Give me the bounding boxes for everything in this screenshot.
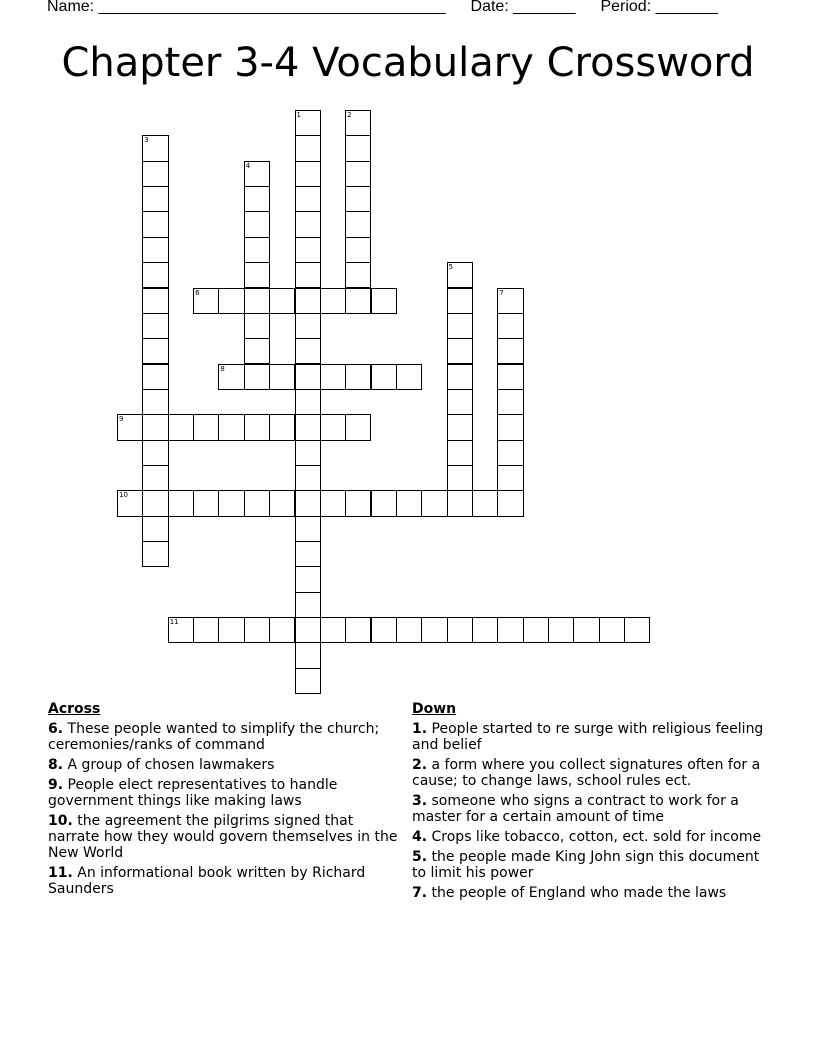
crossword-cell[interactable] xyxy=(295,186,321,212)
crossword-cell[interactable] xyxy=(142,389,168,415)
crossword-cell[interactable] xyxy=(421,617,447,643)
crossword-cell[interactable] xyxy=(142,186,168,212)
clue-number-label: 9. xyxy=(48,777,64,793)
clue-text: the people of England who made the laws xyxy=(427,885,727,901)
crossword-cell[interactable] xyxy=(295,110,321,136)
crossword-cell[interactable] xyxy=(295,490,321,516)
clue-number-label: 4. xyxy=(412,829,428,845)
clue-number-label: 10. xyxy=(48,813,73,829)
down-clue xyxy=(412,829,764,845)
crossword-cell[interactable] xyxy=(218,414,244,440)
crossword-cell[interactable] xyxy=(244,617,270,643)
crossword-cell[interactable] xyxy=(269,414,295,440)
crossword-cell[interactable] xyxy=(345,110,371,136)
crossword-cell[interactable] xyxy=(269,364,295,390)
crossword-cell[interactable] xyxy=(345,288,371,314)
clue-number-label: 1. xyxy=(412,721,428,737)
clue-text: a form where you collect signatures often for a cause; to change laws, school rules ect. xyxy=(412,757,761,789)
crossword-cell[interactable] xyxy=(497,440,523,466)
crossword-cell[interactable] xyxy=(497,313,523,339)
crossword-cell[interactable] xyxy=(117,414,143,440)
across-clues xyxy=(48,701,400,901)
crossword-cell[interactable] xyxy=(345,617,371,643)
name-blank[interactable]: _______________________________________ xyxy=(98,0,446,15)
crossword-cell[interactable] xyxy=(320,617,346,643)
clue-number-label: 5. xyxy=(412,849,428,865)
crossword-cell[interactable] xyxy=(497,617,523,643)
crossword-cell[interactable] xyxy=(244,237,270,263)
clue-text: People elect representatives to handle government things like making laws xyxy=(48,777,338,809)
crossword-cell[interactable] xyxy=(244,186,270,212)
crossword-cell[interactable] xyxy=(345,364,371,390)
crossword-cell[interactable] xyxy=(142,161,168,187)
crossword-cell[interactable] xyxy=(396,490,422,516)
crossword-cell[interactable] xyxy=(447,465,473,491)
clue-number: 9 xyxy=(119,415,124,424)
clue-number: 11 xyxy=(169,618,179,626)
across-clue xyxy=(48,777,400,809)
crossword-cell[interactable] xyxy=(193,490,219,516)
crossword-cell[interactable] xyxy=(244,313,270,339)
clue-number-label: 11. xyxy=(48,865,73,881)
crossword-cell[interactable] xyxy=(244,414,270,440)
crossword-cell[interactable] xyxy=(447,313,473,339)
crossword-cell[interactable] xyxy=(295,642,321,668)
clue-number: 1 xyxy=(296,111,301,119)
crossword-cell[interactable] xyxy=(497,414,523,440)
crossword-cell[interactable] xyxy=(295,313,321,339)
crossword-cell[interactable] xyxy=(193,288,219,314)
crossword-cell[interactable] xyxy=(295,516,321,542)
clue-text: An informational book written by Richard Saunders xyxy=(48,865,366,897)
crossword-cell[interactable] xyxy=(218,490,244,516)
crossword-cell[interactable] xyxy=(295,592,321,618)
crossword-cell[interactable] xyxy=(472,490,498,516)
crossword-cell[interactable] xyxy=(244,288,270,314)
crossword-cell[interactable] xyxy=(295,440,321,466)
crossword-cell[interactable] xyxy=(269,617,295,643)
down-clue xyxy=(412,757,764,789)
crossword-cell[interactable] xyxy=(168,414,194,440)
crossword-cell[interactable] xyxy=(218,364,244,390)
crossword-cell[interactable] xyxy=(371,364,397,390)
crossword-cell[interactable] xyxy=(320,364,346,390)
clue-number: 10 xyxy=(119,491,128,500)
clue-number: 2 xyxy=(347,111,352,119)
crossword-cell[interactable] xyxy=(320,288,346,314)
crossword-cell[interactable] xyxy=(345,237,371,263)
crossword-cell[interactable] xyxy=(447,364,473,390)
down-clue xyxy=(412,849,764,881)
crossword-cell[interactable] xyxy=(497,364,523,390)
crossword-cell[interactable] xyxy=(421,490,447,516)
clue-text: These people wanted to simplify the church; ceremonies/ranks of command xyxy=(48,721,380,753)
crossword-cell[interactable] xyxy=(295,262,321,288)
crossword-cell[interactable] xyxy=(573,617,599,643)
crossword-cell[interactable] xyxy=(142,440,168,466)
crossword-cell[interactable] xyxy=(117,490,143,516)
crossword-cell[interactable] xyxy=(472,617,498,643)
crossword-cell[interactable] xyxy=(244,490,270,516)
clue-number: 3 xyxy=(144,136,149,145)
crossword-cell[interactable] xyxy=(447,338,473,364)
crossword-cell[interactable] xyxy=(447,288,473,314)
crossword-cell[interactable] xyxy=(345,262,371,288)
crossword-cell[interactable] xyxy=(142,364,168,390)
clue-number-label: 7. xyxy=(412,885,428,901)
across-heading: Across xyxy=(48,701,101,717)
clue-text: Crops like tobacco, cotton, ect. sold for income xyxy=(427,829,762,845)
crossword-cell[interactable] xyxy=(295,338,321,364)
crossword-cell[interactable] xyxy=(295,541,321,567)
crossword-cell[interactable] xyxy=(523,617,549,643)
crossword-cell[interactable] xyxy=(447,617,473,643)
crossword-cell[interactable] xyxy=(599,617,625,643)
clue-number-label: 3. xyxy=(412,793,428,809)
crossword-cell[interactable] xyxy=(295,237,321,263)
crossword-cell[interactable] xyxy=(142,313,168,339)
crossword-cell[interactable] xyxy=(345,490,371,516)
crossword-cell[interactable] xyxy=(624,617,650,643)
crossword-cell[interactable] xyxy=(345,186,371,212)
clue-number-label: 6. xyxy=(48,721,64,737)
crossword-cell[interactable] xyxy=(142,135,168,161)
crossword-cell[interactable] xyxy=(447,490,473,516)
crossword-cell[interactable] xyxy=(168,490,194,516)
date-label: Date: xyxy=(470,0,509,15)
clue-text: the people made King John sign this document to limit his power xyxy=(412,849,760,881)
crossword-cell[interactable] xyxy=(142,516,168,542)
crossword-cell[interactable] xyxy=(295,161,321,187)
crossword-cell[interactable] xyxy=(497,338,523,364)
across-clue xyxy=(48,813,400,861)
crossword-cell[interactable] xyxy=(142,237,168,263)
clue-text: someone who signs a contract to work for a master for a certain amount of time xyxy=(412,793,739,825)
crossword-cell[interactable] xyxy=(345,135,371,161)
down-clue xyxy=(412,721,764,753)
crossword-cell[interactable] xyxy=(295,389,321,415)
crossword-cell[interactable] xyxy=(447,389,473,415)
crossword-cell[interactable] xyxy=(295,414,321,440)
crossword-cell[interactable] xyxy=(193,617,219,643)
across-clue xyxy=(48,865,400,897)
crossword-cell[interactable] xyxy=(345,211,371,237)
crossword-cell[interactable] xyxy=(295,135,321,161)
crossword-cell[interactable] xyxy=(295,211,321,237)
crossword-cell[interactable] xyxy=(193,414,219,440)
crossword-cell[interactable] xyxy=(218,288,244,314)
crossword-cell[interactable] xyxy=(497,465,523,491)
across-clue xyxy=(48,721,400,753)
crossword-cell[interactable] xyxy=(244,211,270,237)
crossword-cell[interactable] xyxy=(320,490,346,516)
crossword-cell[interactable] xyxy=(497,490,523,516)
crossword-cell[interactable] xyxy=(345,161,371,187)
crossword-cell[interactable] xyxy=(396,364,422,390)
crossword-cell[interactable] xyxy=(497,389,523,415)
crossword-cell[interactable] xyxy=(269,288,295,314)
crossword-cell[interactable] xyxy=(142,414,168,440)
crossword-cell[interactable] xyxy=(295,566,321,592)
page-title: Chapter 3-4 Vocabulary Crossword xyxy=(61,40,755,86)
period-blank[interactable]: _______ xyxy=(655,0,718,15)
crossword-cell[interactable] xyxy=(142,338,168,364)
crossword-cell[interactable] xyxy=(371,617,397,643)
down-heading: Down xyxy=(412,701,457,717)
down-clue xyxy=(412,793,764,825)
crossword-cell[interactable] xyxy=(548,617,574,643)
crossword-cell[interactable] xyxy=(295,364,321,390)
crossword-cell[interactable] xyxy=(142,490,168,516)
crossword-cell[interactable] xyxy=(269,490,295,516)
crossword-cell[interactable] xyxy=(371,490,397,516)
clue-number: 7 xyxy=(499,288,504,297)
crossword-cell[interactable] xyxy=(142,288,168,314)
crossword-cell[interactable] xyxy=(345,414,371,440)
down-clues xyxy=(412,701,764,905)
crossword-cell[interactable] xyxy=(295,617,321,643)
crossword-cell[interactable] xyxy=(244,262,270,288)
name-label: Name: xyxy=(47,0,95,15)
crossword-cell[interactable] xyxy=(396,617,422,643)
crossword-cell[interactable] xyxy=(244,364,270,390)
across-clue xyxy=(48,757,400,773)
crossword-cell[interactable] xyxy=(371,288,397,314)
clue-number-label: 8. xyxy=(48,757,64,773)
clue-number: 6 xyxy=(195,288,200,297)
crossword-cell[interactable] xyxy=(295,288,321,314)
crossword-cell[interactable] xyxy=(497,288,523,314)
crossword-cell[interactable] xyxy=(142,262,168,288)
crossword-cell[interactable] xyxy=(447,262,473,288)
clue-number: 8 xyxy=(220,364,225,373)
date-blank[interactable]: _______ xyxy=(513,0,576,15)
crossword-cell[interactable] xyxy=(295,668,321,694)
clue-text: the agreement the pilgrims signed that narrate how they would govern themselves in the New World xyxy=(48,813,398,861)
crossword-cell[interactable] xyxy=(142,465,168,491)
clue-text: People started to re surge with religious feeling and belief xyxy=(412,721,764,753)
crossword-cell[interactable] xyxy=(244,338,270,364)
clue-number: 5 xyxy=(448,263,454,272)
crossword-cell[interactable] xyxy=(244,161,270,187)
clue-text: A group of chosen lawmakers xyxy=(63,757,275,773)
crossword-cell[interactable] xyxy=(218,617,244,643)
down-clue xyxy=(412,885,764,901)
crossword-cell[interactable] xyxy=(295,465,321,491)
crossword-cell[interactable] xyxy=(168,617,194,643)
period-label: Period: xyxy=(600,0,652,15)
crossword-cell[interactable] xyxy=(447,414,473,440)
crossword-cell[interactable] xyxy=(447,440,473,466)
clue-number-label: 2. xyxy=(412,757,428,773)
crossword-cell[interactable] xyxy=(142,541,168,567)
crossword-cell[interactable] xyxy=(142,211,168,237)
crossword-cell[interactable] xyxy=(320,414,346,440)
clue-number: 4 xyxy=(245,161,251,170)
